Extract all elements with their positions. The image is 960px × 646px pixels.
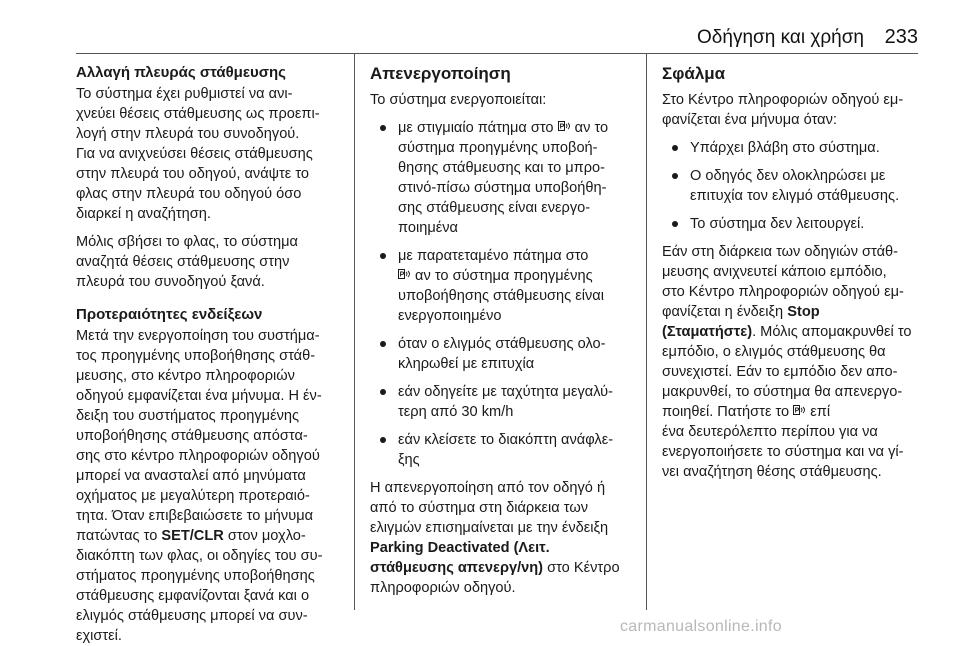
text-line: Το σύστημα ενεργοποιείται: (370, 92, 547, 108)
text-line: σης στάθμευσης είναι ενεργο- (398, 200, 591, 216)
text-line: στο Κέντρο πληροφοριών οδηγού εμ- (662, 284, 904, 300)
stop-label: Stop (787, 304, 820, 320)
parking-deactivated-label: Parking Deactivated (Λειτ. (370, 540, 550, 556)
bullet-item (380, 246, 638, 326)
bullet-item (380, 430, 638, 470)
text-line (370, 558, 638, 578)
svg-text:P: P (399, 271, 405, 279)
parking-assist-icon (793, 405, 806, 417)
text-line: ένα δευτερόλεπτο περίπου για να (662, 424, 878, 440)
watermark: carmanualsonline.info (620, 618, 782, 635)
heading-fault: Σφάλμα (662, 64, 726, 83)
text-line: μπορεί να ανασταλεί από μηνύματα (76, 468, 306, 484)
column-divider-1 (354, 54, 355, 610)
text-line: τητα. Όταν επιβεβαιώσετε το μήνυμα (76, 508, 314, 524)
bullet-item (380, 334, 638, 374)
text-line: Για να ανιχνεύσει θέσεις στάθμευσης (76, 146, 313, 162)
text-line: επιτυχία τον ελιγμό στάθμευσης. (690, 188, 900, 204)
text-run: ποιηθεί. Πατήστε το (662, 404, 794, 420)
text-line: Μετά την ενεργοποίηση του συστήμα- (76, 328, 320, 344)
heading-deactivation: Απενεργοποίηση (370, 64, 511, 83)
text-run: φανίζεται η ένδειξη (662, 304, 788, 320)
text-line: πλευρά του συνοδηγού ξανά. (76, 274, 265, 290)
svg-text:P: P (794, 407, 800, 415)
text-line: Ο οδηγός δεν ολοκληρώσει με (690, 168, 886, 184)
parking-assist-icon (398, 269, 411, 281)
text-run: στο Κέντρο (543, 560, 620, 576)
text-line: όταν ο ελιγμός στάθμευσης ολο- (398, 336, 606, 352)
column-divider-2 (646, 54, 647, 610)
paragraph-deactivation-message (370, 478, 638, 598)
text-line: εάν οδηγείτε με ταχύτητα μεγαλύ- (398, 384, 613, 400)
set-clr-label: SET/CLR (161, 528, 224, 544)
text-line: εάν κλείσετε το διακόπτη ανάφλε- (398, 432, 614, 448)
parking-deactivated-label-cont: στάθμευσης απενεργ/νη) (370, 560, 544, 576)
text-line: ξης (398, 452, 420, 468)
heading-change-parking-side: Αλλαγή πλευράς στάθμευσης (76, 64, 286, 81)
text-run: στον μοχλο- (223, 528, 306, 544)
text-line: διαρκεί η αναζήτηση. (76, 206, 211, 222)
paragraph-priorities (76, 326, 346, 646)
text-line: ενεργοποιημένο (398, 308, 502, 324)
text-line: σης στο κέντρο πληροφοριών οδηγού (76, 448, 320, 464)
bullet-dot (672, 173, 678, 179)
text-line: χνεύει θέσεις στάθμευσης ως προεπι- (76, 106, 320, 122)
text-line: στάθμευσης εμφανίζονται ξανά και ο (76, 588, 310, 604)
header-divider (76, 53, 918, 54)
column-1 (76, 62, 346, 646)
text-line: διακόπτη των φλας, οι οδηγίες του συ- (76, 548, 323, 564)
svg-text:P: P (559, 123, 564, 131)
bullet-dot (380, 341, 386, 347)
column-2 (370, 62, 638, 598)
text-line: Μόλις σβήσει το φλας, το σύστημα (76, 234, 298, 250)
text-line: από το σύστημα στη διάρκεια των (370, 500, 589, 516)
text-line: τος προηγμένης υποβοήθησης στάθ- (76, 348, 316, 364)
bullet-item (380, 382, 638, 422)
paragraph-side-change (76, 84, 346, 224)
text-line: υποβοήθησης στάθμευσης απόστα- (76, 428, 308, 444)
bullet-dot (672, 145, 678, 151)
bullet-dot (380, 125, 386, 131)
text-line: με παρατεταμένο πάτημα στο (398, 248, 589, 264)
text-line: συνεχιστεί. Εάν το εμπόδιο δεν απο- (662, 364, 898, 380)
text-line: εχιστεί. (76, 628, 122, 644)
text-line: μευσης ανιχνευτεί κάποιο εμπόδιο, (662, 264, 887, 280)
text-line: οχήματος με μεγαλύτερη προτεραιό- (76, 488, 310, 504)
text-line: μακρυνθεί, το σύστημα θα απενεργο- (662, 384, 903, 400)
paragraph-indicator-off (76, 232, 346, 292)
text-line: ποιημένα (398, 220, 458, 236)
text-line (662, 302, 932, 322)
section-title: Οδήγηση και χρήση (697, 27, 864, 48)
text-line: στην πλευρά του οδηγού, ανάψτε το (76, 166, 310, 182)
paragraph-obstacle (662, 242, 932, 482)
text-line: θησης στάθμευσης και το μπρο- (398, 160, 606, 176)
text-line: ενεργοποιήσετε το σύστημα και να γί- (662, 444, 904, 460)
text-line: εμπόδιο, ο ελιγμός στάθμευσης θα (662, 344, 886, 360)
text-line (76, 526, 346, 546)
text-run: αν το σύστημα προηγμένης (411, 268, 593, 284)
bullet-item (672, 138, 932, 158)
text-run: . Μόλις απομακρυνθεί το (752, 324, 912, 340)
text-line: σύστημα προηγμένης υποβοή- (398, 140, 598, 156)
text-line: πληροφοριών οδηγού. (370, 580, 516, 596)
text-line (398, 118, 638, 138)
text-line: υποβοήθησης στάθμευσης είναι (398, 288, 604, 304)
column-3 (662, 62, 932, 482)
page-number: 233 (884, 26, 918, 48)
stop-label-cont: (Σταματήστε) (662, 324, 753, 340)
bullet-item (672, 214, 932, 234)
text-run: αν το (570, 120, 609, 136)
text-line: φλας στην πλευρά του οδηγού όσο (76, 186, 302, 202)
text-run: πατώντας το (76, 528, 162, 544)
bullet-item (380, 118, 638, 238)
heading-display-priorities: Προτεραιότητες ενδείξεων (76, 306, 263, 323)
text-line: λογή στην πλευρά του συνοδηγού. (76, 126, 300, 142)
text-line: Το σύστημα δεν λειτουργεί. (690, 216, 865, 232)
text-line: νει αναζήτηση θέσης στάθμευσης. (662, 464, 882, 480)
text-line: ελιγμός στάθμευσης μπορεί να συν- (76, 608, 308, 624)
text-line (398, 266, 638, 286)
text-line: Το σύστημα έχει ρυθμιστεί να ανι- (76, 86, 293, 102)
text-line (662, 402, 932, 422)
bullet-dot (380, 437, 386, 443)
text-line: τερη από 30 km/h (398, 404, 514, 420)
text-line: ελιγμών επισημαίνεται με την ένδειξη (370, 520, 609, 536)
text-run: με στιγμιαίο πάτημα στο (398, 120, 558, 136)
text-line: οδηγού εμφανίζεται ένα μήνυμα. Η έν- (76, 388, 322, 404)
bullet-dot (380, 253, 386, 259)
text-line: στινό-πίσω σύστημα υποβοήθη- (398, 180, 607, 196)
page-header (0, 0, 960, 54)
text-line: Υπάρχει βλάβη στο σύστημα. (690, 140, 880, 156)
text-line: Η απενεργοποίηση από τον οδηγό ή (370, 480, 606, 496)
bullet-item (672, 166, 932, 206)
text-line (662, 322, 932, 342)
bullet-dot (380, 389, 386, 395)
text-line: κληρωθεί με επιτυχία (398, 356, 535, 372)
text-line: μευσης, στο κέντρο πληροφοριών (76, 368, 295, 384)
parking-assist-icon (558, 121, 571, 133)
text-line: Στο Κέντρο πληροφοριών οδηγού εμ- (662, 92, 904, 108)
text-line: Εάν στη διάρκεια των οδηγιών στάθ- (662, 244, 899, 260)
text-run: επί (806, 404, 831, 420)
text-line: φανίζεται ένα μήνυμα όταν: (662, 112, 837, 128)
text-line: δειξη του συστήματος προηγμένης (76, 408, 300, 424)
text-line: αναζητά θέσεις στάθμευσης στην (76, 254, 290, 270)
text-line: στήματος προηγμένης υποβοήθησης (76, 568, 315, 584)
bullet-dot (672, 221, 678, 227)
